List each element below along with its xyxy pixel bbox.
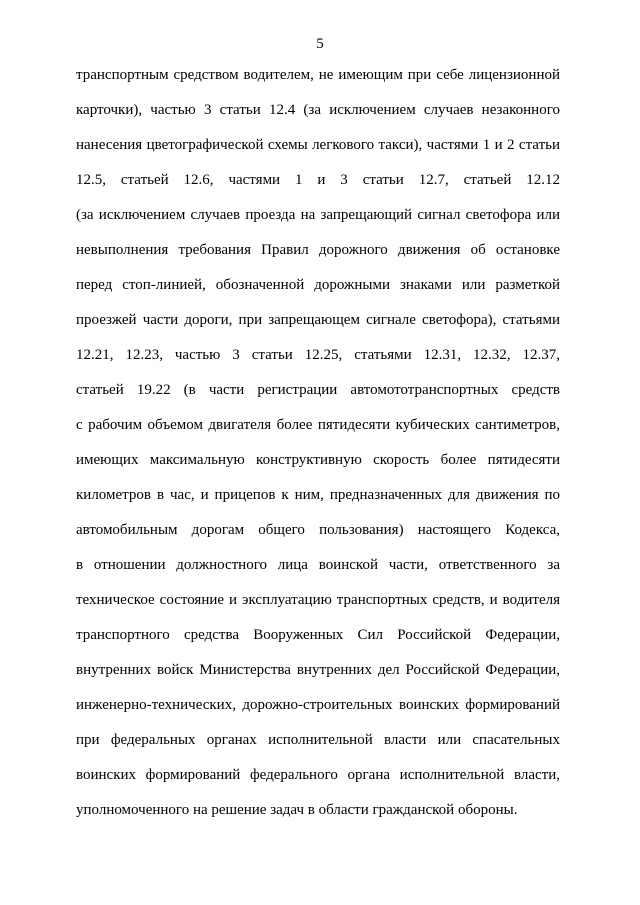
text-line: 12.21, 12.23, частью 3 статьи 12.25, статьями 12.31, 12.32, 12.37, [76,347,560,363]
text-line: уполномоченного на решение задач в области гражданской обороны. [76,802,518,818]
text-line: воинских формирований федерального органа исполнительной власти, [76,767,560,783]
text-line: перед стоп-линией, обозначенной дорожными знаками или разметкой [76,277,560,293]
text-line: нанесения цветографической схемы легкового такси), частями 1 и 2 статьи [76,137,560,153]
text-line: при федеральных органах исполнительной власти или спасательных [76,732,560,748]
text-line: километров в час, и прицепов к ним, предназначенных для движения по [76,487,560,503]
text-line: инженерно-технических, дорожно-строительных воинских формирований [76,697,560,713]
text-line: карточки), частью 3 статьи 12.4 (за исключением случаев незаконного [76,102,560,118]
text-line: имеющих максимальную конструктивную скорость более пятидесяти [76,452,560,468]
text-line: в отношении должностного лица воинской части, ответственного за [76,557,560,573]
text-line: проезжей части дороги, при запрещающем сигнале светофора), статьями [76,312,560,328]
text-line: невыполнения требования Правил дорожного движения об остановке [76,242,560,258]
text-line: с рабочим объемом двигателя более пятидесяти кубических сантиметров, [76,417,560,433]
text-line: внутренних войск Министерства внутренних дел Российской Федерации, [76,662,560,678]
page-number: 5 [316,36,324,52]
text-line: автомобильным дорогам общего пользования) настоящего Кодекса, [76,522,560,538]
text-line: транспортного средства Вооруженных Сил Российской Федерации, [76,627,560,643]
text-line: статьей 19.22 (в части регистрации автомототранспортных средств [76,382,560,398]
text-line: (за исключением случаев проезда на запрещающий сигнал светофора или [76,207,560,223]
text-line: техническое состояние и эксплуатацию транспортных средств, и водителя [76,592,560,608]
text-line: транспортным средством водителем, не имеющим при себе лицензионной [76,67,560,83]
body-text [76,60,560,830]
text-line: 12.5, статьей 12.6, частями 1 и 3 статьи 12.7, статьей 12.12 [76,172,560,188]
